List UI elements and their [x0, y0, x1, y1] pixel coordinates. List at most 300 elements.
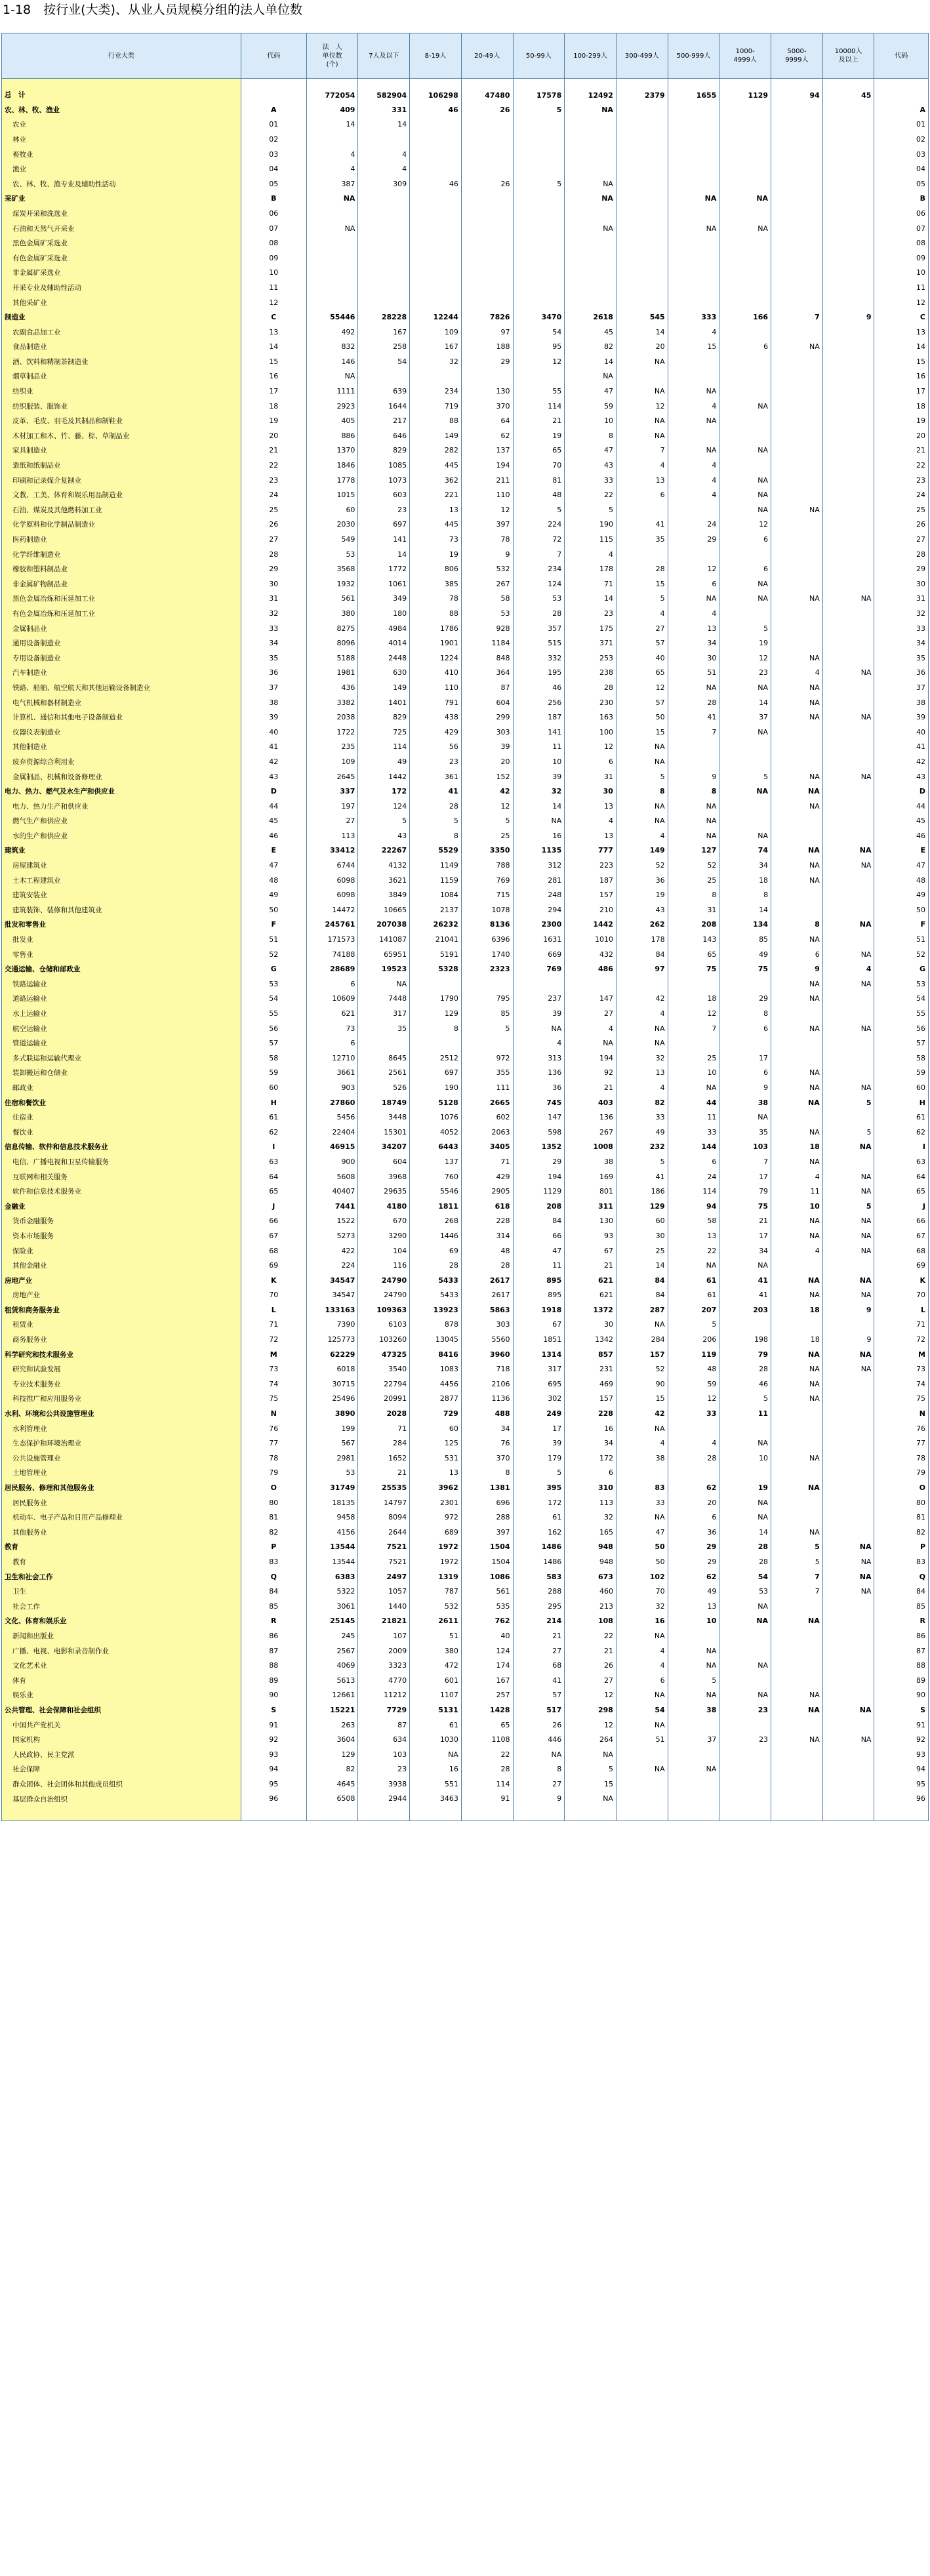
value-cell: 1342 [565, 1332, 617, 1347]
value-cell: 621 [565, 1273, 617, 1288]
value-cell: 54 [616, 1702, 668, 1718]
value-cell: 673 [565, 1569, 617, 1584]
value-cell: 23 [410, 754, 462, 769]
value-cell: NA [822, 1732, 874, 1747]
code-cell-right: 60 [874, 1080, 929, 1095]
value-cell: 71 [565, 576, 617, 592]
value-cell: 4 [306, 161, 358, 176]
value-cell: 12 [719, 517, 771, 533]
value-cell: 75 [719, 961, 771, 976]
value-cell: 22267 [358, 843, 410, 858]
table-row [2, 1125, 929, 1140]
code-cell: 35 [241, 651, 306, 666]
value-cell: 2028 [358, 1406, 410, 1421]
code-cell-right: 24 [874, 487, 929, 502]
value-cell: 23 [719, 666, 771, 681]
value-cell [719, 176, 771, 191]
value-cell [668, 547, 719, 562]
value-cell: 1224 [410, 651, 462, 666]
value-cell: 268 [410, 1214, 462, 1229]
value-cell: 729 [410, 1406, 462, 1421]
value-cell: 38 [668, 1702, 719, 1718]
value-cell: NA [771, 1273, 823, 1288]
value-cell: NA [822, 1273, 874, 1288]
value-cell: 380 [306, 606, 358, 621]
value-cell: NA [719, 1510, 771, 1525]
value-cell: 114 [358, 740, 410, 755]
value-cell: 129 [410, 1006, 462, 1021]
code-cell: 73 [241, 1361, 306, 1377]
value-cell: 47480 [461, 79, 513, 103]
value-cell: NA [616, 1628, 668, 1643]
code-cell: 89 [241, 1673, 306, 1688]
value-cell: 27 [565, 1673, 617, 1688]
value-cell [461, 191, 513, 207]
industry-name-cell: 煤炭开采和洗选业 [2, 206, 241, 221]
value-cell: NA [771, 1228, 823, 1243]
value-cell: 10 [719, 1451, 771, 1466]
value-cell: 12 [668, 561, 719, 576]
value-cell: NA [668, 443, 719, 458]
value-cell [461, 161, 513, 176]
value-cell [306, 206, 358, 221]
code-cell-right: 58 [874, 1051, 929, 1066]
value-cell: 3938 [358, 1777, 410, 1792]
value-cell [410, 1036, 462, 1051]
value-cell: 62 [668, 1480, 719, 1495]
code-cell-right: 21 [874, 443, 929, 458]
value-cell: 29 [513, 1154, 565, 1169]
value-cell: 26 [513, 1718, 565, 1733]
value-cell: 124 [358, 799, 410, 814]
code-cell: 01 [241, 117, 306, 132]
value-cell: 857 [565, 1347, 617, 1362]
value-cell: 13923 [410, 1302, 462, 1318]
value-cell [410, 117, 462, 132]
value-cell: 1078 [461, 902, 513, 917]
value-cell: 231 [565, 1361, 617, 1377]
value-cell [822, 828, 874, 843]
value-cell: 24 [668, 1169, 719, 1184]
table-row [2, 1747, 929, 1762]
value-cell: 4 [668, 1436, 719, 1451]
value-cell [719, 280, 771, 295]
value-cell: 82 [616, 1095, 668, 1110]
industry-name-cell: 互联网和相关服务 [2, 1169, 241, 1184]
value-cell: 8096 [306, 635, 358, 651]
industry-name-cell: 纺织业 [2, 384, 241, 399]
value-cell: 364 [461, 666, 513, 681]
value-cell [771, 161, 823, 176]
value-cell: 583 [513, 1569, 565, 1584]
value-cell: 166 [719, 310, 771, 325]
value-cell: 178 [565, 561, 617, 576]
value-cell [668, 428, 719, 443]
value-cell: 46 [719, 1377, 771, 1392]
value-cell: 697 [358, 517, 410, 533]
value-cell: 23 [358, 1762, 410, 1777]
code-cell-right: 26 [874, 517, 929, 533]
value-cell [771, 132, 823, 147]
value-cell: NA [668, 221, 719, 236]
value-cell: 4 [668, 458, 719, 473]
value-cell: 248 [513, 887, 565, 902]
table-row [2, 1540, 929, 1555]
value-cell: 5128 [410, 1095, 462, 1110]
value-cell: 1442 [358, 769, 410, 784]
code-cell-right: 14 [874, 340, 929, 355]
value-cell: NA [771, 1154, 823, 1169]
value-cell: 5322 [306, 1584, 358, 1599]
table-row [2, 1436, 929, 1451]
value-cell: 1504 [461, 1540, 513, 1555]
value-cell: 62 [668, 1569, 719, 1584]
value-cell: 604 [461, 695, 513, 710]
industry-name-cell: 广播、电视、电影和录音制作业 [2, 1643, 241, 1659]
value-cell: NA [668, 1258, 719, 1273]
code-cell-right: 27 [874, 532, 929, 547]
code-cell: 61 [241, 1110, 306, 1125]
value-cell [771, 754, 823, 769]
value-cell: 87 [461, 680, 513, 695]
value-cell: 1811 [410, 1199, 462, 1214]
value-cell: 36 [668, 1525, 719, 1540]
industry-name-cell: 制造业 [2, 310, 241, 325]
code-cell: Q [241, 1569, 306, 1584]
value-cell [358, 295, 410, 310]
value-cell: NA [771, 1480, 823, 1495]
value-cell: 136 [565, 1110, 617, 1125]
code-cell-right: 18 [874, 399, 929, 414]
value-cell: 115 [565, 532, 617, 547]
table-row [2, 1361, 929, 1377]
industry-name-cell: 软件和信息技术服务业 [2, 1184, 241, 1199]
code-cell: R [241, 1614, 306, 1629]
industry-name-cell: 批发和零售业 [2, 917, 241, 933]
value-cell: 10 [668, 1614, 719, 1629]
table-row [2, 1732, 929, 1747]
value-cell: 287 [616, 1302, 668, 1318]
value-cell: 472 [410, 1658, 462, 1673]
value-cell: NA [616, 740, 668, 755]
code-cell-right: 83 [874, 1554, 929, 1569]
value-cell [719, 428, 771, 443]
value-cell: 33412 [306, 843, 358, 858]
value-cell [822, 1392, 874, 1407]
value-cell: NA [616, 1421, 668, 1436]
value-cell [822, 992, 874, 1007]
value-cell: NA [822, 1361, 874, 1377]
value-cell: 9 [461, 547, 513, 562]
table-row [2, 666, 929, 681]
value-cell: 5 [719, 621, 771, 636]
table-row [2, 1228, 929, 1243]
column-header: 20-49人 [461, 33, 513, 79]
code-cell-right: 91 [874, 1718, 929, 1733]
value-cell: NA [771, 1288, 823, 1303]
value-cell [822, 428, 874, 443]
value-cell: 295 [513, 1599, 565, 1614]
value-cell: 4 [616, 458, 668, 473]
value-cell: 195 [513, 666, 565, 681]
table-row [2, 325, 929, 340]
value-cell: 5 [668, 1318, 719, 1333]
value-cell: 526 [358, 1080, 410, 1095]
value-cell [565, 132, 617, 147]
table-row [2, 102, 929, 117]
value-cell [771, 1718, 823, 1733]
value-cell [719, 295, 771, 310]
table-row [2, 266, 929, 281]
table-row [2, 221, 929, 236]
value-cell: 5 [668, 1673, 719, 1688]
value-cell: 3463 [410, 1792, 462, 1821]
value-cell [822, 635, 874, 651]
table-row [2, 932, 929, 947]
value-cell [306, 235, 358, 251]
code-cell: 30 [241, 576, 306, 592]
value-cell: 13 [410, 502, 462, 517]
value-cell: 12710 [306, 1051, 358, 1066]
value-cell: 7 [668, 1021, 719, 1036]
value-cell [616, 1792, 668, 1821]
value-cell: NA [822, 1569, 874, 1584]
code-cell: 54 [241, 992, 306, 1007]
value-cell: 5 [771, 1554, 823, 1569]
value-cell [822, 1495, 874, 1510]
value-cell: 1010 [565, 932, 617, 947]
code-cell: I [241, 1140, 306, 1155]
value-cell [771, 458, 823, 473]
value-cell [771, 725, 823, 740]
value-cell: 13 [565, 799, 617, 814]
value-cell: 621 [306, 1006, 358, 1021]
value-cell: 6383 [306, 1569, 358, 1584]
value-cell [410, 191, 462, 207]
value-cell: 5 [616, 769, 668, 784]
value-cell: 43 [358, 828, 410, 843]
value-cell: 95 [513, 340, 565, 355]
value-cell [616, 206, 668, 221]
value-cell: 25535 [358, 1480, 410, 1495]
code-cell-right: 50 [874, 902, 929, 917]
industry-name-cell: 造纸和纸制品业 [2, 458, 241, 473]
value-cell: 409 [306, 102, 358, 117]
table-row [2, 725, 929, 740]
table-row [2, 1095, 929, 1110]
industry-name-cell: 基层群众自治组织 [2, 1792, 241, 1821]
value-cell: 829 [358, 443, 410, 458]
value-cell: 1111 [306, 384, 358, 399]
value-cell [719, 369, 771, 384]
table-row [2, 1792, 929, 1821]
value-cell: 438 [410, 710, 462, 725]
value-cell: 47 [565, 384, 617, 399]
code-cell: 74 [241, 1377, 306, 1392]
value-cell: 58 [668, 1214, 719, 1229]
industry-name-cell: 燃气生产和供应业 [2, 814, 241, 829]
value-cell: 7441 [306, 1199, 358, 1214]
value-cell: NA [771, 1347, 823, 1362]
value-cell: 24 [668, 517, 719, 533]
industry-name-cell: 铁路运输业 [2, 976, 241, 992]
value-cell: 217 [358, 413, 410, 428]
value-cell: 6744 [306, 858, 358, 873]
value-cell: NA [719, 1614, 771, 1629]
value-cell: 2497 [358, 1569, 410, 1584]
value-cell [719, 1318, 771, 1333]
value-cell: 6 [616, 487, 668, 502]
value-cell [771, 399, 823, 414]
value-cell: 46 [513, 680, 565, 695]
value-cell [822, 532, 874, 547]
value-cell: 8 [410, 1021, 462, 1036]
code-cell-right: N [874, 1406, 929, 1421]
code-cell-right: 65 [874, 1184, 929, 1199]
value-cell: 2567 [306, 1643, 358, 1659]
value-cell: 618 [461, 1199, 513, 1214]
value-cell: NA [771, 651, 823, 666]
value-cell: 8 [461, 1466, 513, 1481]
value-cell: 108 [565, 1614, 617, 1629]
value-cell: 208 [668, 917, 719, 933]
value-cell [461, 117, 513, 132]
value-cell: 12 [513, 354, 565, 369]
value-cell [668, 1777, 719, 1792]
code-cell-right: C [874, 310, 929, 325]
value-cell: 257 [461, 1688, 513, 1703]
code-cell-right: I [874, 1140, 929, 1155]
value-cell: 2137 [410, 902, 462, 917]
value-cell: 1073 [358, 473, 410, 488]
value-cell: 22 [565, 487, 617, 502]
value-cell: 28228 [358, 310, 410, 325]
code-cell: 62 [241, 1125, 306, 1140]
value-cell [822, 1510, 874, 1525]
value-cell [719, 814, 771, 829]
code-cell: 65 [241, 1184, 306, 1199]
value-cell: 210 [565, 902, 617, 917]
value-cell: 1631 [513, 932, 565, 947]
value-cell: 5863 [461, 1302, 513, 1318]
value-cell: 34 [565, 1436, 617, 1451]
value-cell: 37 [668, 1732, 719, 1747]
value-cell: NA [668, 1643, 719, 1659]
table-row [2, 1036, 929, 1051]
table-row [2, 280, 929, 295]
table-row [2, 443, 929, 458]
value-cell: NA [822, 1540, 874, 1555]
value-cell: 7 [771, 1584, 823, 1599]
table-row [2, 117, 929, 132]
value-cell [771, 635, 823, 651]
value-cell: 32 [513, 784, 565, 799]
value-cell: 28 [461, 1762, 513, 1777]
value-cell: 50 [616, 1540, 668, 1555]
value-cell [771, 280, 823, 295]
industry-name-cell: 总 计 [2, 79, 241, 103]
value-cell: NA [565, 176, 617, 191]
value-cell [668, 235, 719, 251]
value-cell: 41 [616, 1169, 668, 1184]
value-cell: NA [719, 784, 771, 799]
value-cell [719, 1036, 771, 1051]
value-cell: 361 [410, 769, 462, 784]
value-cell: 15 [616, 1392, 668, 1407]
industry-name-cell: 文化艺术业 [2, 1658, 241, 1673]
value-cell: NA [616, 799, 668, 814]
value-cell [822, 443, 874, 458]
value-cell: NA [822, 1184, 874, 1199]
value-cell: 22 [565, 1628, 617, 1643]
value-cell [719, 251, 771, 266]
value-cell: NA [513, 1021, 565, 1036]
code-cell-right: 31 [874, 592, 929, 607]
value-cell: 46 [410, 176, 462, 191]
industry-name-cell: 酒、饮料和精制茶制造业 [2, 354, 241, 369]
value-cell: 2981 [306, 1451, 358, 1466]
value-cell: 14 [719, 902, 771, 917]
industry-name-cell: 印刷和记录媒介复制业 [2, 473, 241, 488]
value-cell: 169 [565, 1169, 617, 1184]
value-cell: 130 [461, 384, 513, 399]
value-cell: 2611 [410, 1614, 462, 1629]
value-cell [513, 266, 565, 281]
value-cell: 30 [565, 784, 617, 799]
value-cell [771, 251, 823, 266]
value-cell [822, 251, 874, 266]
value-cell: NA [358, 976, 410, 992]
code-cell-right: 70 [874, 1288, 929, 1303]
value-cell [668, 1792, 719, 1821]
code-cell: 25 [241, 502, 306, 517]
industry-name-cell: 新闻和出版业 [2, 1628, 241, 1643]
table-row [2, 458, 929, 473]
value-cell: NA [565, 369, 617, 384]
table-row [2, 473, 929, 488]
code-cell: 75 [241, 1392, 306, 1407]
value-cell: 188 [461, 340, 513, 355]
value-cell [822, 206, 874, 221]
value-cell [565, 161, 617, 176]
value-cell: 6 [719, 532, 771, 547]
value-cell: 8 [668, 887, 719, 902]
value-cell: 5 [513, 502, 565, 517]
code-cell-right: 34 [874, 635, 929, 651]
value-cell: 582904 [358, 79, 410, 103]
value-cell [513, 161, 565, 176]
code-cell: O [241, 1480, 306, 1495]
value-cell [822, 547, 874, 562]
industry-name-cell: 农、林、牧、渔业 [2, 102, 241, 117]
code-cell [241, 79, 306, 103]
value-cell: 1722 [306, 725, 358, 740]
value-cell: 561 [306, 592, 358, 607]
value-cell: 492 [306, 325, 358, 340]
value-cell: 928 [461, 621, 513, 636]
value-cell: 37 [719, 710, 771, 725]
value-cell: 53 [719, 1584, 771, 1599]
industry-name-cell: 文化、体育和娱乐业 [2, 1614, 241, 1629]
value-cell: 317 [358, 1006, 410, 1021]
code-cell-right: G [874, 961, 929, 976]
code-cell: 85 [241, 1599, 306, 1614]
value-cell: 3061 [306, 1599, 358, 1614]
value-cell: 2617 [461, 1273, 513, 1288]
value-cell: 27 [306, 814, 358, 829]
value-cell: 70 [616, 1584, 668, 1599]
industry-name-cell: 电信、广播电视和卫星传输服务 [2, 1154, 241, 1169]
